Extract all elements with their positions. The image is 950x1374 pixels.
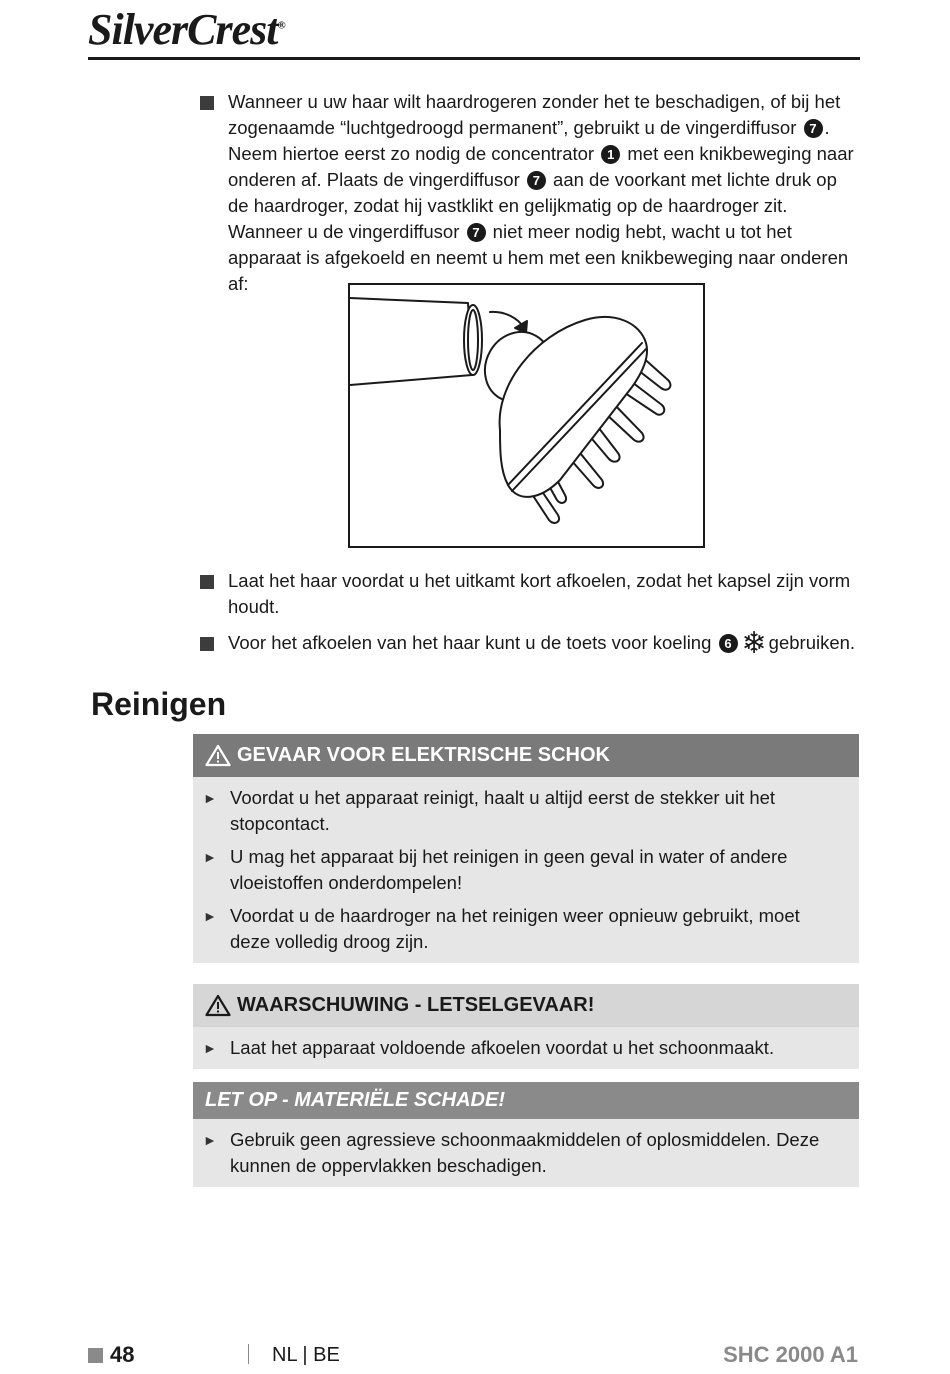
- list-item: ► Voordat u het apparaat reinigt, haalt u altijd eerst de stekker uit het stopcontact.: [203, 787, 776, 834]
- brand-logo: SilverCrest®: [88, 5, 285, 54]
- arrow-icon: ►: [203, 908, 217, 924]
- caution-box: [193, 1082, 859, 1187]
- arrow-icon: ►: [203, 1132, 217, 1148]
- list-item: ► Voordat u de haardroger na het reinigen weer opnieuw gebruikt, moet deze volledig droog zijn.: [203, 905, 800, 952]
- page-number: 48: [110, 1342, 135, 1367]
- danger-box: [193, 734, 859, 963]
- bullet-diffusor: [200, 89, 860, 297]
- bullet-cooling-hair: [200, 568, 860, 620]
- part-number-badge: 7: [467, 223, 486, 242]
- warning-box: [193, 984, 859, 1069]
- diffusor-drawing: [350, 285, 702, 545]
- page-footer: [88, 1340, 858, 1370]
- bullet-text: Voor het afkoelen van het haar kunt u de toets voor koeling 6 ❄ gebruiken.: [228, 627, 856, 660]
- arrow-icon: ►: [203, 790, 217, 806]
- warning-triangle-icon: [205, 744, 231, 767]
- warning-body: [193, 1027, 859, 1069]
- bullet-square-icon: [200, 575, 214, 589]
- footer-divider: [248, 1344, 249, 1364]
- part-number-badge: 1: [601, 145, 620, 164]
- arrow-icon: ►: [203, 849, 217, 865]
- part-number-badge: 7: [527, 171, 546, 190]
- caution-body: [193, 1119, 859, 1187]
- header-rule: [88, 57, 860, 60]
- list-item: ► U mag het apparaat bij het reinigen in geen geval in water of andere vloeistoffen onderdompelen!: [203, 846, 788, 893]
- part-number-badge: 6: [719, 634, 738, 653]
- arrow-icon: ►: [203, 1040, 217, 1056]
- diffusor-illustration: [348, 283, 705, 548]
- bullet-square-icon: [200, 637, 214, 651]
- bullet-cool-button: [200, 627, 860, 660]
- bullet-text: Laat het haar voordat u het uitkamt kort afkoelen, zodat het kapsel zijn vorm houdt.: [228, 570, 851, 617]
- snowflake-icon: ❄: [741, 627, 767, 660]
- list-item: ► Laat het apparaat voldoende afkoelen voordat u het schoonmaakt.: [203, 1035, 845, 1061]
- bullet-square-icon: [200, 96, 214, 110]
- danger-body: [193, 777, 859, 963]
- part-number-badge: 7: [804, 119, 823, 138]
- warning-triangle-icon: [205, 994, 231, 1017]
- footer-square-icon: [88, 1348, 103, 1363]
- model-number: SHC 2000 A1: [723, 1342, 858, 1367]
- section-title: Reinigen: [91, 686, 227, 722]
- bullet-text: Wanneer u uw haar wilt haardrogeren zonder het te beschadigen, of bij het zogenaamde “luchtgedroogd permanent”, gebruikt u de vingerdiffusor 7 . Neem hiertoe eerst zo nodig de concentrator 1 met een knikbeweging naar onderen af. Plaats de vingerdiffusor 7 aan de voorkant met lichte druk op de haardroger, zodat hij vastklikt en gelijkmatig op de haardroger zit. Wanneer u de vingerdiffusor 7 niet meer nodig hebt, wacht u tot het apparaat is afgekoeld en neemt u hem met een knikbeweging naar onderen af:: [228, 91, 854, 294]
- list-item: ► Gebruik geen agressieve schoonmaakmiddelen of oplosmiddelen. Deze kunnen de oppervlakken beschadigen.: [203, 1129, 820, 1176]
- danger-heading: GEVAAR VOOR ELEKTRISCHE SCHOK: [193, 734, 859, 777]
- language-label: NL | BE: [272, 1344, 340, 1366]
- warning-heading: WAARSCHUWING - LETSELGEVAAR!: [193, 984, 859, 1027]
- caution-heading: LET OP - MATERIËLE SCHADE!: [193, 1082, 859, 1119]
